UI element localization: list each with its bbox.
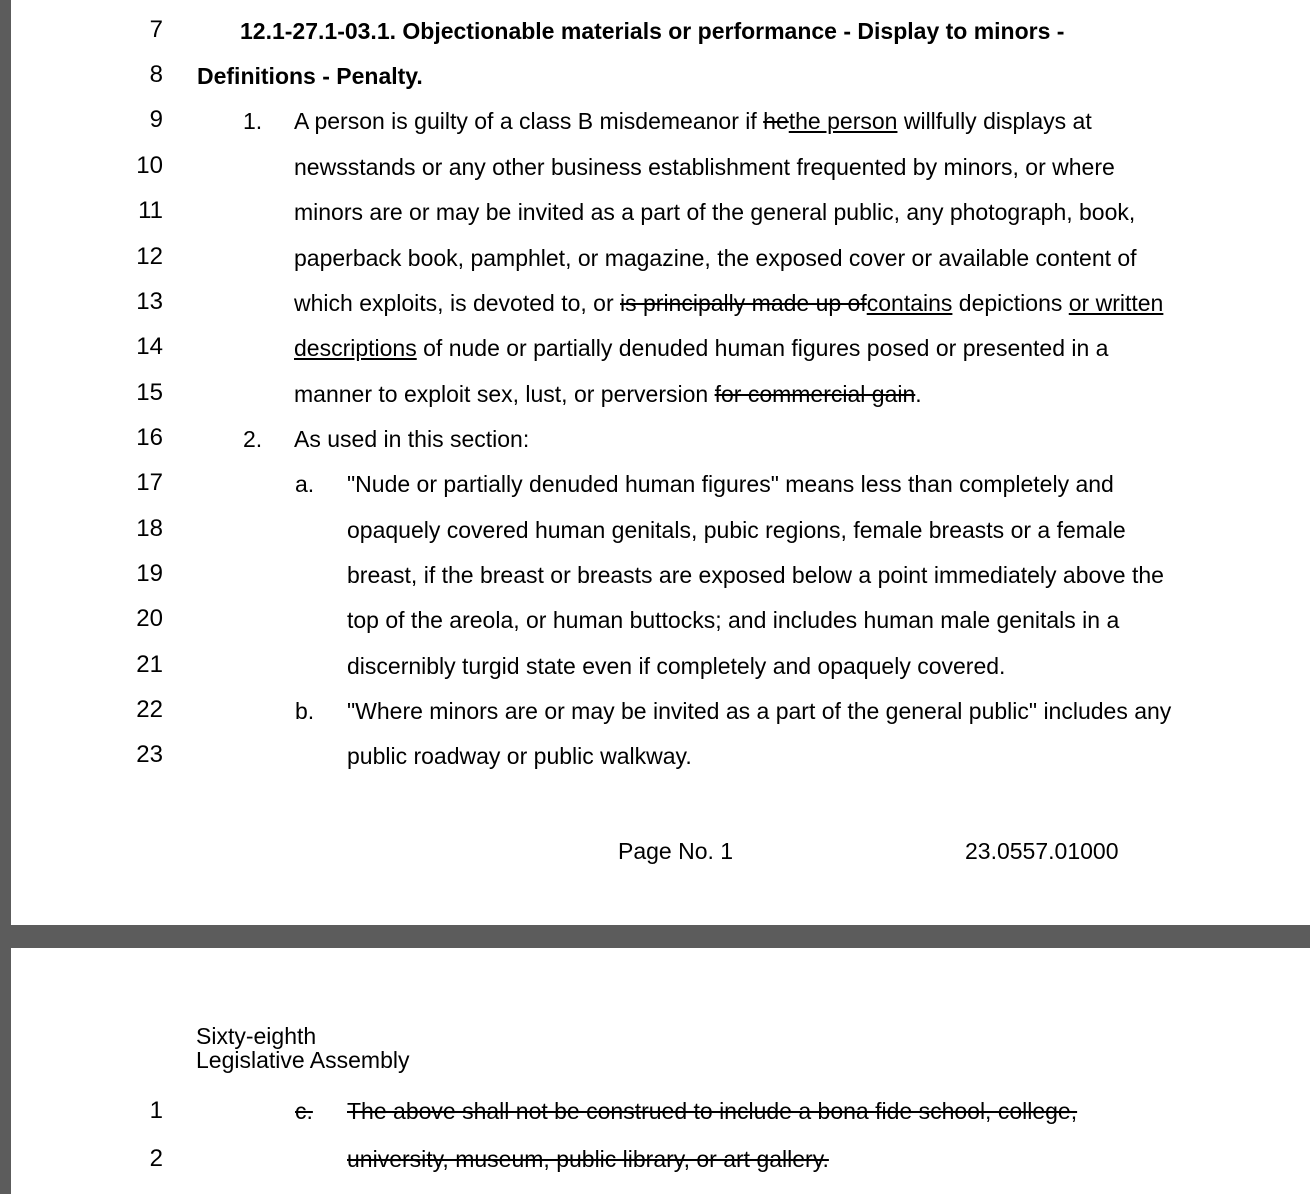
text-run: of nude or partially denuded human figures posed or presented in a (416, 335, 1109, 361)
line-number: 2 (149, 1145, 163, 1172)
document-id: 23.0557.01000 (965, 838, 1119, 864)
line-number: 23 (136, 741, 163, 768)
deleted-text: is principally made up of (620, 290, 867, 316)
text-line: As used in this section: (294, 426, 530, 452)
line-number: 20 (136, 605, 163, 632)
text-line: newsstands or any other business establishment frequented by minors, or where (294, 154, 1115, 180)
inserted-text: contains (866, 290, 953, 316)
text-run: . (915, 381, 922, 407)
assembly-header: Sixty-eighth (196, 1023, 317, 1049)
line-number: 22 (136, 696, 163, 723)
text-line (294, 288, 1163, 318)
text-line: "Nude or partially denuded human figures" means less than completely and (347, 471, 1114, 497)
text-line: paperback book, pamphlet, or magazine, the exposed cover or available content of (294, 245, 1137, 271)
line-number: 15 (136, 379, 163, 406)
section-heading-continued: Definitions - Penalty. (197, 63, 423, 89)
line-number: 18 (136, 515, 163, 542)
list-marker: a. (295, 471, 315, 497)
text-line: public roadway or public walkway. (347, 743, 692, 769)
document-page-2 (11, 948, 1310, 1194)
list-marker: c. (295, 1098, 313, 1124)
line-number: 10 (136, 152, 163, 179)
deleted-text: for commercial gain (714, 381, 916, 407)
line-number: 1 (149, 1097, 163, 1124)
text-run: willfully displays at (897, 108, 1092, 134)
text-line (294, 379, 922, 409)
text-line: opaquely covered human genitals, pubic regions, female breasts or a female (347, 517, 1126, 543)
line-number: 9 (149, 106, 163, 133)
page-number: Page No. 1 (618, 838, 734, 864)
text-run: manner to exploit sex, lust, or perversion (294, 381, 715, 407)
line-number: 12 (136, 243, 163, 270)
text-line: minors are or may be invited as a part of the general public, any photograph, book, (294, 199, 1136, 225)
line-number: 14 (136, 333, 163, 360)
inserted-text: the person (788, 108, 898, 134)
text-line: breast, if the breast or breasts are exposed below a point immediately above the (347, 562, 1164, 588)
text-run: A person is guilty of a class B misdemeanor if (294, 108, 764, 134)
assembly-header: Legislative Assembly (196, 1047, 410, 1073)
line-number: 8 (149, 61, 163, 88)
deleted-text: university, museum, public library, or art gallery. (347, 1146, 829, 1172)
text-run: depictions (952, 290, 1069, 316)
text-line (294, 106, 1092, 136)
list-marker: 1. (243, 108, 263, 134)
inserted-text: or written (1068, 290, 1164, 316)
list-marker: 2. (243, 426, 263, 452)
line-number: 21 (136, 651, 163, 678)
deleted-text: he (763, 108, 789, 134)
document-page-1 (11, 0, 1310, 925)
text-line: "Where minors are or may be invited as a part of the general public" includes any (347, 698, 1172, 724)
line-number: 16 (136, 424, 163, 451)
text-line: discernibly turgid state even if completely and opaquely covered. (347, 653, 1006, 679)
line-number: 11 (138, 197, 163, 224)
line-number: 17 (136, 469, 163, 496)
text-line: top of the areola, or human buttocks; and includes human male genitals in a (347, 607, 1120, 633)
section-heading: 12.1-27.1-03.1. Objectionable materials or performance - Display to minors - (240, 18, 1065, 44)
list-marker: b. (295, 698, 315, 724)
text-line (294, 333, 1108, 363)
line-number: 13 (136, 288, 163, 315)
line-number: 7 (149, 16, 163, 43)
inserted-text: descriptions (294, 335, 417, 361)
deleted-text: The above shall not be construed to include a bona fide school, college, (347, 1098, 1078, 1124)
line-number: 19 (136, 560, 163, 587)
text-run: which exploits, is devoted to, or (294, 290, 620, 316)
